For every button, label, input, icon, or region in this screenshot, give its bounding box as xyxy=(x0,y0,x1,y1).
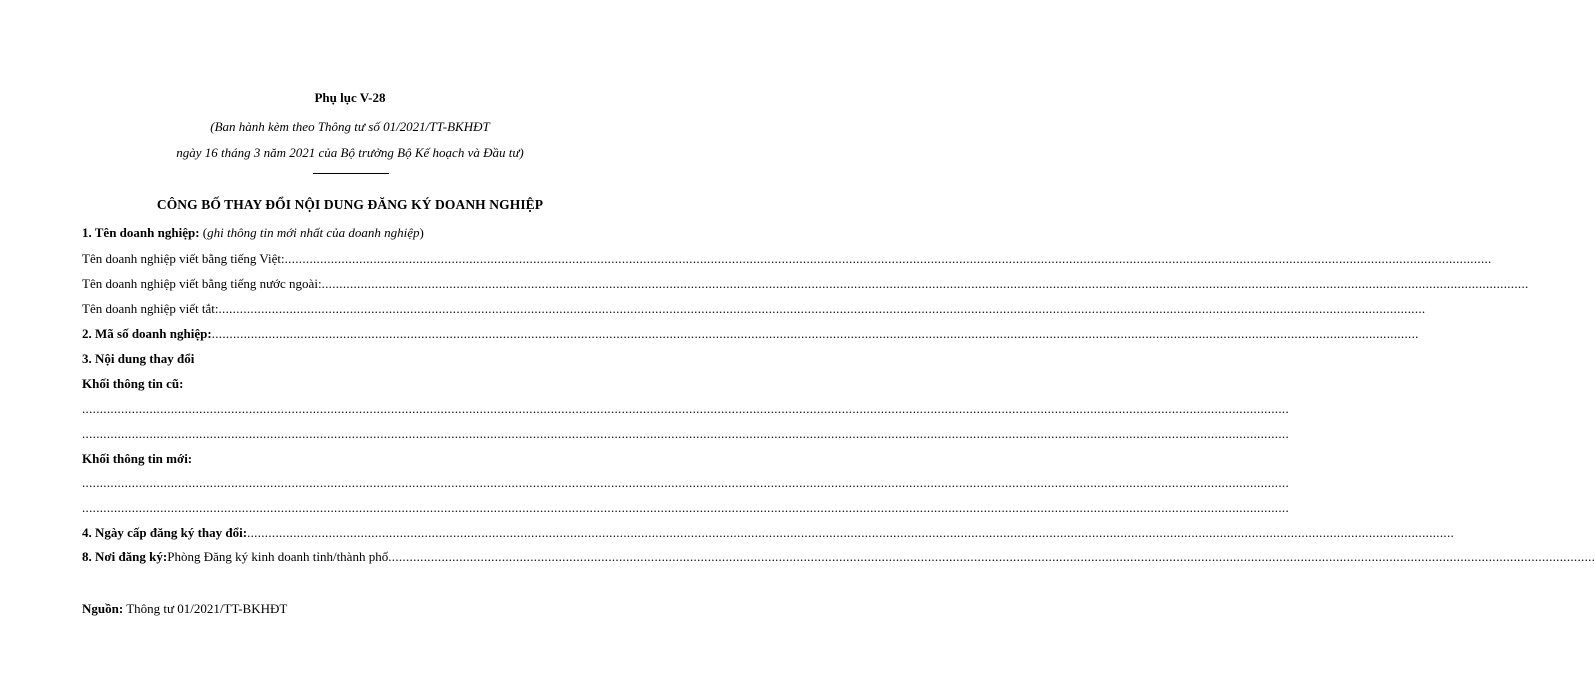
registration-place-label: 8. Nơi đăng ký: xyxy=(82,549,168,564)
old-info-heading: Khối thông tin cũ: xyxy=(82,376,184,391)
source-text: Thông tư 01/2021/TT-BKHĐT xyxy=(123,601,288,616)
change-date-row xyxy=(82,525,1455,543)
new-info-line-1 xyxy=(82,475,1289,493)
section-1-heading xyxy=(82,225,424,241)
change-date-field[interactable]: .................................................................................................................................................................................................................................................................................................................................................... xyxy=(247,525,1455,540)
registration-place-field[interactable]: .................................................................................................................................................................................................................................................................................................................................................... xyxy=(388,549,1595,564)
old-info-field-2[interactable]: .................................................................................................................................................................................................................................................................................................................................................... xyxy=(82,426,1289,441)
name-short-label: Tên doanh nghiệp viết tắt: xyxy=(82,301,219,316)
name-vietnamese-field[interactable]: .................................................................................................................................................................................................................................................................................................................................................... xyxy=(284,251,1492,266)
source-line xyxy=(82,601,287,617)
source-label: Nguồn: xyxy=(82,601,124,616)
name-short-row xyxy=(82,301,1426,319)
issued-with-line-1: (Ban hành kèm theo Thông tư số 01/2021/TT-BKHĐT xyxy=(210,119,490,134)
old-info-line-1 xyxy=(82,401,1289,419)
section-1-note-close: ) xyxy=(419,225,424,240)
name-foreign-label: Tên doanh nghiệp viết bằng tiếng nước ngoài: xyxy=(82,276,322,291)
registration-place-row xyxy=(82,549,1595,567)
section-3-heading: 3. Nội dung thay đổi xyxy=(82,351,195,366)
name-vietnamese-row xyxy=(82,251,1492,269)
change-date-label: 4. Ngày cấp đăng ký thay đổi: xyxy=(82,525,248,540)
section-1-label: 1. Tên doanh nghiệp: xyxy=(82,225,200,240)
header-divider xyxy=(313,173,389,174)
registration-place-text: Phòng Đăng ký kinh doanh tỉnh/thành phố xyxy=(167,549,389,564)
name-foreign-row xyxy=(82,276,1529,294)
enterprise-code-label: 2. Mã số doanh nghiệp: xyxy=(82,326,212,341)
new-info-line-2 xyxy=(82,500,1289,518)
new-info-field-2[interactable]: .................................................................................................................................................................................................................................................................................................................................................... xyxy=(82,500,1289,515)
old-info-line-2 xyxy=(82,426,1289,444)
document-title: CÔNG BỐ THAY ĐỔI NỘI DUNG ĐĂNG KÝ DOANH NGHIỆP xyxy=(156,197,544,212)
name-foreign-field[interactable]: .................................................................................................................................................................................................................................................................................................................................................... xyxy=(321,276,1529,291)
section-1-note: ghi thông tin mới nhất của doanh nghiệp xyxy=(207,225,420,240)
enterprise-code-field[interactable]: .................................................................................................................................................................................................................................................................................................................................................... xyxy=(211,326,1419,341)
new-info-field-1[interactable]: .................................................................................................................................................................................................................................................................................................................................................... xyxy=(82,475,1289,490)
appendix-heading: Phụ lục V-28 xyxy=(314,90,386,105)
name-vietnamese-label: Tên doanh nghiệp viết bằng tiếng Việt: xyxy=(82,251,285,266)
enterprise-code-row xyxy=(82,326,1419,344)
name-short-field[interactable]: .................................................................................................................................................................................................................................................................................................................................................... xyxy=(218,301,1426,316)
section-1-note-open: ( xyxy=(199,225,208,240)
old-info-field-1[interactable]: .................................................................................................................................................................................................................................................................................................................................................... xyxy=(82,401,1289,416)
new-info-heading: Khối thông tin mới: xyxy=(82,451,193,466)
issued-with-line-2: ngày 16 tháng 3 năm 2021 của Bộ trưởng Bộ Kế hoạch và Đầu tư) xyxy=(176,145,524,160)
